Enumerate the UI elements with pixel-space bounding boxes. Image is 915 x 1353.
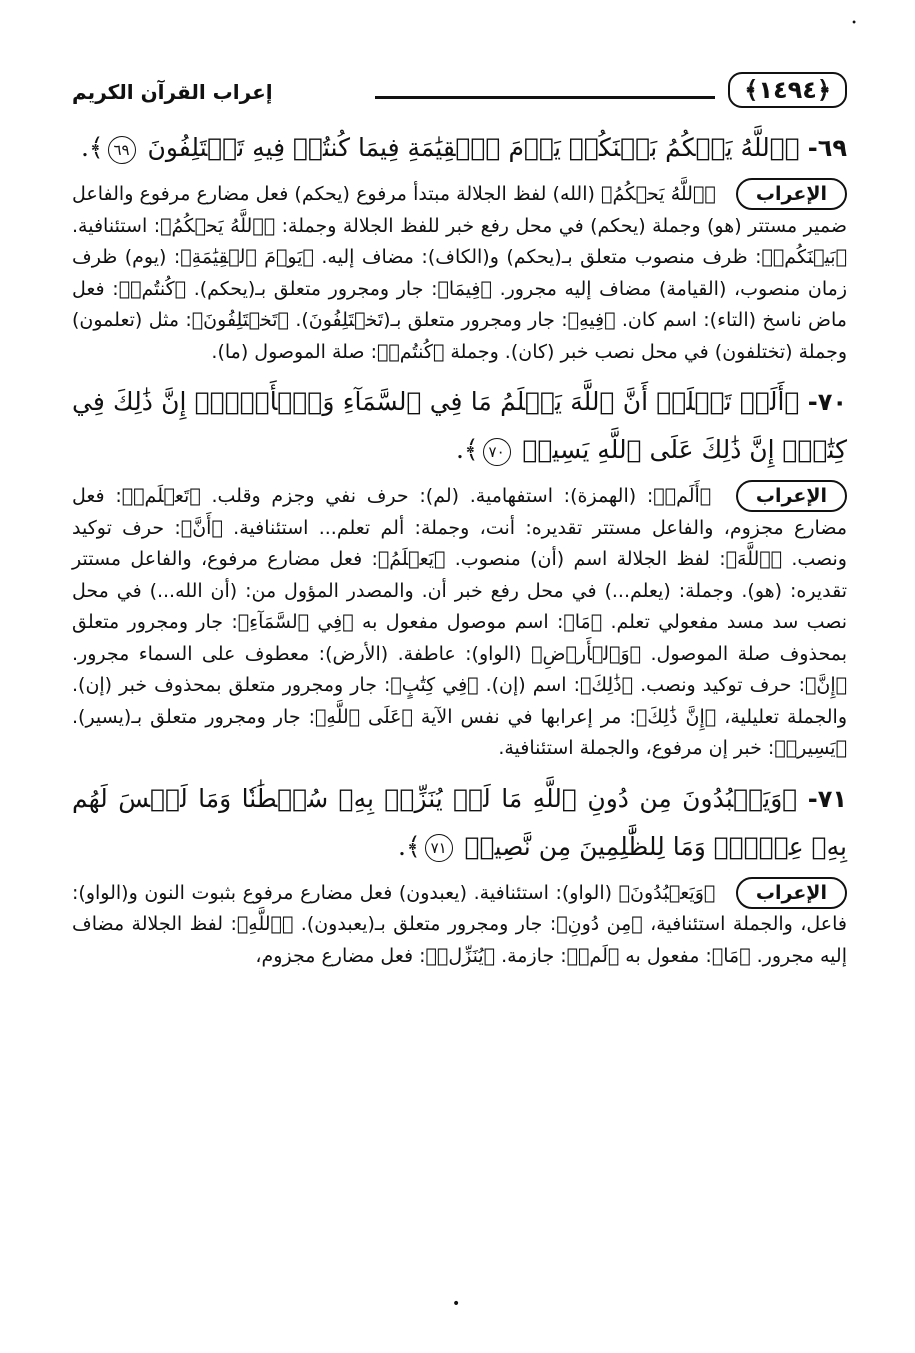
verse-70 xyxy=(72,378,847,474)
verse-text: ﴿ٱللَّهُ يَحۡكُمُ بَيۡنَكُمۡ يَوۡمَ ٱلۡقِيَٰمَةِ فِيمَا كُنتُمۡ فِيهِ تَخۡتَلِفُونَ xyxy=(147,133,800,162)
ayah-marker: ٦٩ xyxy=(108,136,136,164)
irab-label: الإعراب xyxy=(736,877,847,909)
verse-69 xyxy=(72,124,847,172)
footer-mark: • xyxy=(452,1296,461,1312)
verse-text: ﴿وَيَعۡبُدُونَ مِن دُونِ ٱللَّهِ مَا لَمۡ يُنَزِّلۡ بِهِۦ سُلۡطَٰنٗا وَمَا لَيۡسَ لَهُم بِهِۦ عِلۡمٞۗ وَمَا لِلظَّٰلِمِينَ مِن نَّصِيرٖ xyxy=(72,783,847,861)
irab-label: الإعراب xyxy=(736,480,847,512)
irab-70 xyxy=(72,480,847,765)
verse-number: ٦٩- xyxy=(807,134,847,162)
irab-text: ﴿وَيَعۡبُدُونَ﴾ (الواو): استئنافية. (يعبدون) فعل مضارع مرفوع بثبوت النون و(الواو): فاعل، والجملة استئنافية، ﴿مِن دُونِ﴾: جار ومجرور متعلق بـ(يعبدون). ﴿ٱللَّهِ﴾: لفظ الجلالة مضاف إليه مجرور. ﴿مَا﴾: مفعول به ﴿لَمۡ﴾: جازمة. ﴿يُنَزِّلۡ﴾: فعل مضارع مجزوم، xyxy=(72,881,847,967)
verse-number: ٧٠- xyxy=(807,388,847,416)
verse-71 xyxy=(72,775,847,871)
irab-text: ﴿ٱللَّهُ يَحۡكُمُ﴾ (الله) لفظ الجلالة مبتدأ مرفوع (يحكم) فعل مضارع مرفوع والفاعل ضمير مستتر (هو) وجملة (يحكم) في محل رفع خبر للفظ الجلالة وجملة: ﴿ٱللَّهُ يَحۡكُمُ﴾: استئنافية. ﴿بَيۡنَكُمۡ﴾: ظرف منصوب متعلق بـ(يحكم) و(الكاف): مضاف إليه. ﴿يَوۡمَ ٱلۡقِيَٰمَةِ﴾: (يوم) ظرف زمان منصوب، (القيامة) مضاف إليه مجرور. ﴿فِيمَا﴾: جار ومجرور متعلق بـ(يحكم). ﴿كُنتُمۡ﴾: فعل ماض ناسخ (التاء): اسم كان. ﴿فِيهِ﴾: جار ومجرور متعلق بـ(تَخۡتَلِفُونَ). ﴿تَخۡتَلِفُونَ﴾: مثل (تعلمون) وجملة (تختلفون) في محل نصب خبر (كان). وجملة ﴿كُنتُمۡ﴾: صلة الموصول (ما). xyxy=(72,183,847,363)
irab-69 xyxy=(72,178,847,368)
header-rule xyxy=(375,96,715,99)
verse-end: ﴾. xyxy=(455,435,479,464)
verse-end: ﴾. xyxy=(80,133,104,162)
verse-number: ٧١- xyxy=(807,784,847,813)
page xyxy=(72,60,847,982)
corner-mark: • xyxy=(851,18,857,29)
verse-text: ﴿أَلَمۡ تَعۡلَمۡ أَنَّ ٱللَّهَ يَعۡلَمُ مَا فِي ٱلسَّمَآءِ وَٱلۡأَرۡضِۚ إِنَّ ذَٰلِكَ فِي كِتَٰبٍۚ إِنَّ ذَٰلِكَ عَلَى ٱللَّهِ يَسِيرٞ xyxy=(72,387,847,464)
irab-71 xyxy=(72,877,847,973)
ayah-marker: ٧١ xyxy=(425,834,453,862)
page-header xyxy=(72,60,847,116)
ayah-marker: ٧٠ xyxy=(483,438,511,466)
page-number: ﴿١٤٩٤﴾ xyxy=(728,72,847,108)
verse-end: ﴾. xyxy=(398,831,421,861)
irab-text: ﴿أَلَمۡ﴾: (الهمزة): استفهامية. (لم): حرف نفي وجزم وقلب. ﴿تَعۡلَمۡ﴾: فعل مضارع مجزوم، والفاعل مستتر تقديره: أنت، وجملة: ألم تعلم... استئنافية. ﴿أَنَّ﴾: حرف توكيد ونصب. ﴿ٱللَّهَ﴾: لفظ الجلالة اسم (أن) منصوب. ﴿يَعۡلَمُ﴾: فعل مضارع مرفوع، والفاعل مستتر تقديره: (هو). وجملة: (يعلم...) في محل رفع خبر أن. والمصدر المؤول من: (أن الله...) في محل نصب سد مسد مفعولي تعلم. ﴿مَا﴾: اسم موصول مفعول به ﴿فِي ٱلسَّمَآءِ﴾: جار ومجرور متعلق بمحذوف صلة الموصول. ﴿وَٱلۡأَرۡضِ﴾ (الواو): عاطفة. (الأرض): معطوف على السماء مجرور. ﴿إِنَّ﴾: حرف توكيد ونصب. ﴿ذَٰلِكَ﴾: اسم (إن). ﴿فِي كِتَٰبٍ﴾: جار ومجرور متعلق بمحذوف خبر (إن). والجملة تعليلية، ﴿إِنَّ ذَٰلِكَ﴾: مر إعرابها في نفس الآية ﴿عَلَى ٱللَّهِ﴾: جار ومجرور متعلق بـ(يسير). ﴿يَسِيرٞ﴾: خبر إن مرفوع، والجملة استئنافية. xyxy=(72,485,847,759)
irab-label: الإعراب xyxy=(736,178,847,210)
book-title: إعراب القرآن الكريم xyxy=(72,80,273,104)
